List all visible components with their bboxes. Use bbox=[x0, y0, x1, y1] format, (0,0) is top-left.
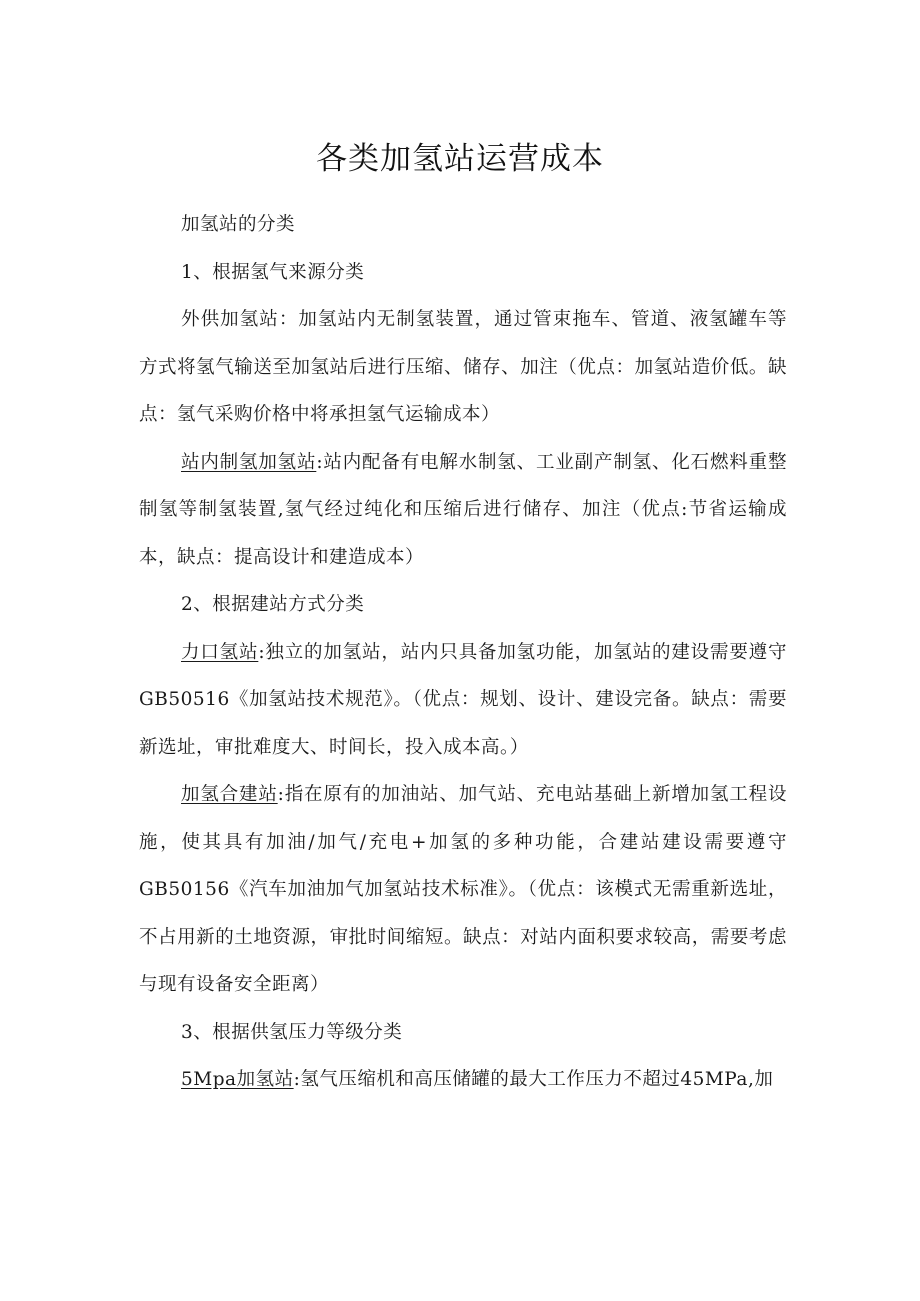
paragraph-text: 3、根据供氢压力等级分类 bbox=[181, 1021, 403, 1043]
paragraph-external-supply-station bbox=[139, 296, 787, 439]
underlined-term: 力口氢站 bbox=[181, 641, 259, 663]
paragraph-standalone-station bbox=[139, 629, 787, 772]
underlined-term: 5Mpa加氢站 bbox=[181, 1069, 294, 1090]
paragraph-combined-station bbox=[139, 771, 787, 1009]
paragraph-subheading-1 bbox=[139, 249, 787, 297]
paragraph-subheading-3 bbox=[139, 1009, 787, 1057]
paragraph-text: :氢气压缩机和高压储罐的最大工作压力不超过45MPa,加 bbox=[293, 1069, 774, 1090]
paragraph-onsite-production-station bbox=[139, 439, 787, 582]
underlined-term: 站内制氢加氢站 bbox=[181, 451, 317, 473]
paragraph-text: :指在原有的加油站、加气站、充电站基础上新增加氢工程设施，使其具有加油/加气/充电+加氢的多种功能，合建站建设需要遵守GB50156《汽车加油加气加氢站技术标准》。（优点：该模式无需重新选址，不占用新的土地资源，审批时间缩短。缺点：对站内面积要求较高，需要考虑与现有设备安全距离） bbox=[139, 784, 787, 995]
paragraph-subheading-2 bbox=[139, 581, 787, 629]
underlined-term: 加氢合建站 bbox=[181, 784, 278, 805]
paragraph-text: 加氢站的分类 bbox=[181, 214, 296, 235]
document-title: 各类加氢站运营成本 bbox=[316, 141, 604, 177]
paragraph-text: 1、根据氢气来源分类 bbox=[181, 261, 365, 283]
paragraph-text: 2、根据建站方式分类 bbox=[181, 594, 365, 615]
document-body bbox=[139, 201, 787, 1104]
paragraph-section-heading bbox=[139, 201, 787, 249]
paragraph-text: :站内配备有电解水制氢、工业副产制氢、化石燃料重整制氢等制氢装置,氢气经过纯化和压缩后进行储存、加注（优点:节省运输成本，缺点：提高设计和建造成本） bbox=[139, 451, 787, 568]
paragraph-text: :独立的加氢站，站内只具备加氢功能，加氢站的建设需要遵守GB50516《加氢站技术规范》。（优点：规划、设计、建设完备。缺点：需要新选址，审批难度大、时间长，投入成本高。） bbox=[139, 641, 787, 758]
paragraph-text: 外供加氢站：加氢站内无制氢装置，通过管束拖车、管道、液氢罐车等方式将氢气输送至加氢站后进行压缩、储存、加注（优点：加氢站造价低。缺点：氢气采购价格中将承担氢气运输成本） bbox=[139, 309, 787, 425]
paragraph-pressure-station bbox=[139, 1056, 787, 1104]
